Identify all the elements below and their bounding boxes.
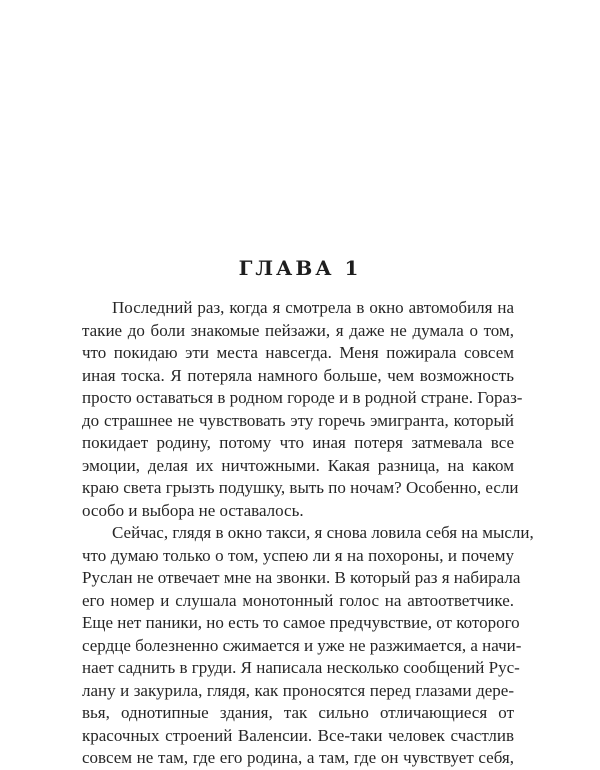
text-line: Руслан не отвечает мне на звонки. В который раз я набирала bbox=[82, 568, 521, 587]
text-line: просто оставаться в родном городе и в родной стране. Гораз- bbox=[82, 388, 523, 407]
text-line: совсем не там, где его родина, а там, где он чувствует себя, bbox=[82, 748, 514, 767]
text-line: красочных строений Валенсии. Все-таки человек счастлив bbox=[82, 725, 514, 745]
text-line: что думаю только о том, успею ли я на похороны, и почему bbox=[82, 545, 514, 565]
text-line: Еще нет паники, но есть то самое предчувствие, от которого bbox=[82, 613, 520, 632]
text-line: лану и закурила, глядя, как проносятся перед глазами дере- bbox=[82, 680, 514, 700]
chapter-body bbox=[82, 297, 534, 770]
text-line: Последний раз, когда я смотрела в окно автомобиля на bbox=[112, 298, 514, 317]
text-line: иная тоска. Я потеряла намного больше, чем возможность bbox=[82, 365, 514, 385]
text-line: такие до боли знакомые пейзажи, я даже не думала о том, bbox=[82, 320, 514, 340]
text-line: что покидаю эти места навсегда. Меня пожирала совсем bbox=[82, 343, 514, 362]
text-line: Сейчас, глядя в окно такси, я снова ловила себя на мысли, bbox=[112, 523, 534, 542]
text-line: сердце болезненно сжимается и уже не разжимается, а начи- bbox=[82, 635, 522, 655]
text-line: нает саднить в груди. Я написала несколько сообщений Рус- bbox=[82, 658, 520, 677]
text-line: до страшнее не чувствовать эту горечь эмигранта, который bbox=[82, 410, 514, 430]
text-line: особо и выбора не оставалось. bbox=[82, 500, 304, 520]
text-line: его номер и слушала монотонный голос на автоответчике. bbox=[82, 590, 514, 610]
text-line: краю света грызть подушку, выть по ночам? Особенно, если bbox=[82, 478, 519, 497]
chapter-title: ГЛАВА 1 bbox=[238, 256, 362, 280]
text-line: эмоции, делая их ничтожными. Какая разница, на каком bbox=[82, 455, 514, 475]
text-line: вья, однотипные здания, так сильно отличающиеся от bbox=[82, 703, 514, 722]
text-line: покидает родину, потому что иная потеря затмевала все bbox=[82, 433, 514, 452]
